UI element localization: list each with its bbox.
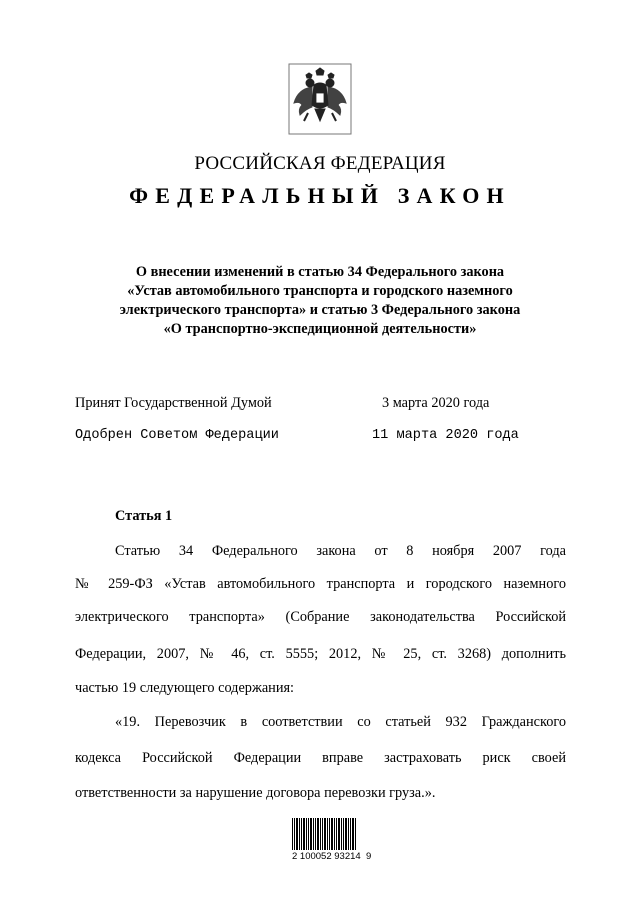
document-type: ФЕДЕРАЛЬНЫЙ ЗАКОН <box>129 183 511 208</box>
paragraph-line: Статью 34 Федерального закона от 8 ноября 2007 года <box>115 543 566 559</box>
paragraph-line: электрического транспорта» (Собрание законодательства Российской <box>75 609 566 625</box>
law-title-line: «О транспортно-экспедиционной деятельности» <box>163 321 477 337</box>
barcode-number: 2 100052 93214 9 <box>292 851 372 862</box>
paragraph-line: частью 19 следующего содержания: <box>75 680 295 696</box>
country-name: РОССИЙСКАЯ ФЕДЕРАЦИЯ <box>194 153 446 174</box>
duma-adoption-date: 3 марта 2020 года <box>382 395 490 411</box>
paragraph-line: № 259-ФЗ «Устав автомобильного транспорта и городского наземного <box>75 576 566 592</box>
paragraph-line: Федерации, 2007, № 46, ст. 5555; 2012, № 25, ст. 3268) дополнить <box>75 646 566 662</box>
council-approval-label: Одобрен Советом Федерации <box>75 428 279 443</box>
law-title-line: О внесении изменений в статью 34 Федерального закона <box>135 264 505 280</box>
paragraph-line: кодекса Российской Федерации вправе застраховать риск своей <box>75 750 566 766</box>
law-title <box>0 263 640 339</box>
paragraph-line: «19. Перевозчик в соответствии со статьей 932 Гражданского <box>115 714 566 730</box>
barcode <box>292 818 356 850</box>
law-title-line: электрического транспорта» и статью 3 Федерального закона <box>119 302 521 318</box>
paragraph-line: ответственности за нарушение договора перевозки груза.». <box>75 785 436 801</box>
law-title-line: «Устав автомобильного транспорта и городского наземного <box>127 283 513 299</box>
coat-of-arms-icon <box>288 63 352 135</box>
article-heading: Статья 1 <box>115 508 173 524</box>
duma-adoption-label: Принят Государственной Думой <box>75 395 272 411</box>
council-approval-date: 11 марта 2020 года <box>372 428 519 443</box>
